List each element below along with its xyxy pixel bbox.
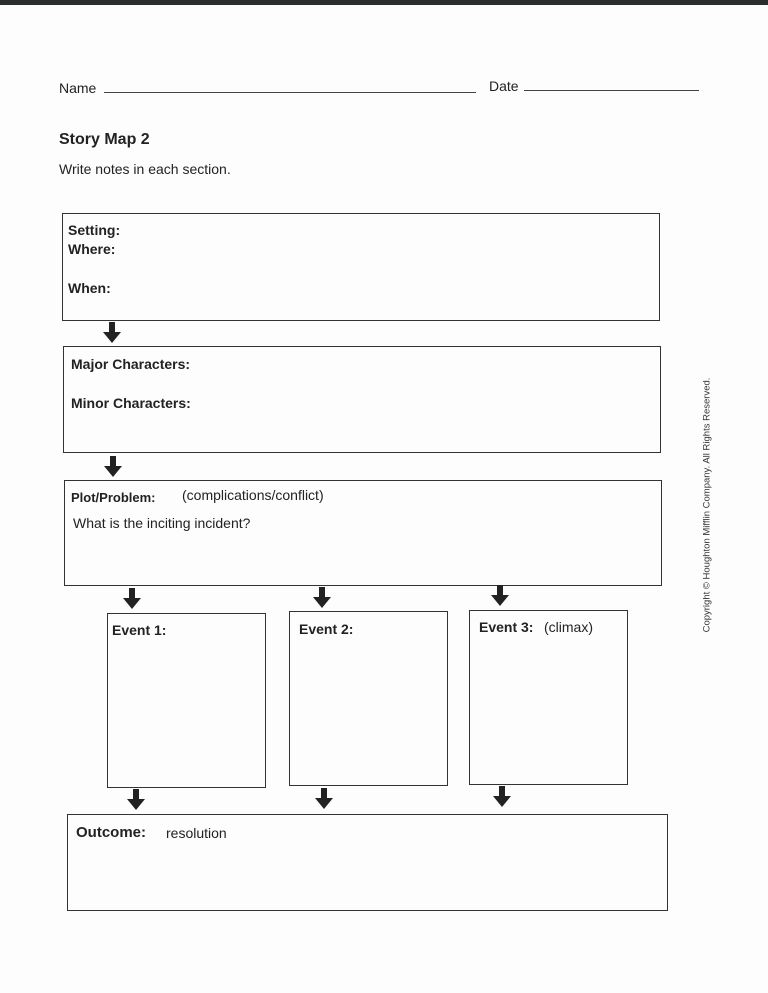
event-3-label: Event 3: bbox=[479, 619, 534, 635]
event-3-note: (climax) bbox=[544, 619, 593, 635]
minor-characters-label: Minor Characters: bbox=[71, 395, 191, 411]
setting-where-label: Where: bbox=[68, 241, 116, 257]
plot-heading: Plot/Problem: bbox=[71, 490, 156, 505]
down-arrow-icon bbox=[126, 789, 146, 811]
name-field[interactable] bbox=[104, 92, 476, 93]
event-2-label: Event 2: bbox=[299, 621, 354, 637]
event-3-box[interactable] bbox=[469, 610, 628, 785]
setting-heading: Setting: bbox=[68, 222, 121, 238]
instructions: Write notes in each section. bbox=[59, 161, 231, 177]
copyright-notice: Copyright © Houghton Mifflin Company. All Rights Reserved. bbox=[701, 377, 713, 633]
top-edge-bar bbox=[0, 0, 768, 5]
event-1-label: Event 1: bbox=[112, 622, 167, 638]
down-arrow-icon bbox=[314, 788, 334, 810]
down-arrow-icon bbox=[492, 786, 512, 808]
page-title: Story Map 2 bbox=[59, 131, 150, 148]
outcome-box[interactable] bbox=[67, 814, 668, 911]
down-arrow-icon bbox=[490, 585, 510, 607]
down-arrow-icon bbox=[122, 588, 142, 610]
setting-when-label: When: bbox=[68, 280, 111, 296]
setting-box[interactable] bbox=[62, 213, 660, 321]
down-arrow-icon bbox=[102, 322, 122, 344]
plot-question: What is the inciting incident? bbox=[73, 515, 251, 531]
plot-box[interactable] bbox=[64, 480, 662, 586]
characters-box[interactable] bbox=[63, 346, 661, 453]
name-label: Name bbox=[59, 80, 97, 96]
date-label: Date bbox=[489, 78, 519, 94]
plot-note: (complications/conflict) bbox=[182, 487, 324, 503]
outcome-note: resolution bbox=[166, 825, 227, 841]
down-arrow-icon bbox=[103, 456, 123, 478]
major-characters-label: Major Characters: bbox=[71, 356, 191, 372]
outcome-heading: Outcome: bbox=[76, 824, 147, 841]
down-arrow-icon bbox=[312, 587, 332, 609]
date-field[interactable] bbox=[524, 90, 699, 91]
event-1-box[interactable] bbox=[107, 613, 266, 788]
event-2-box[interactable] bbox=[289, 611, 448, 786]
